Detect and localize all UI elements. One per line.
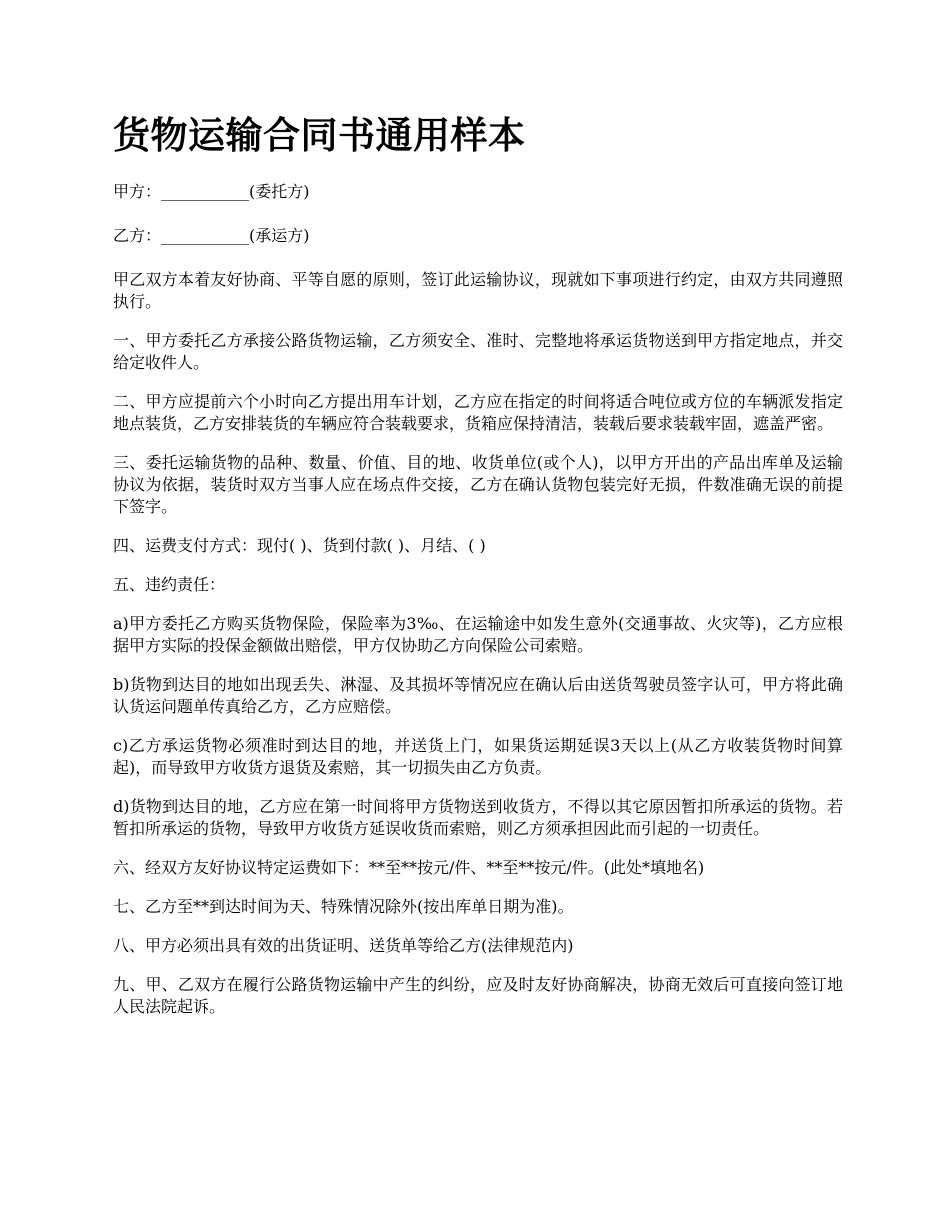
clause-5-heading: 五、违约责任： [113,575,226,594]
preamble-paragraph: 甲乙双方本着友好协商、平等自愿的原则，签订此运输协议，现就如下事项进行约定，由双方共同遵照执行。 [113,270,843,311]
clause-9-paragraph: 九、甲、乙双方在履行公路货物运输中产生的纠纷，应及时友好协商解决，协商无效后可直接向签订地人民法院起诉。 [113,975,843,1016]
clause-5a-paragraph: a)甲方委托乙方购买货物保险，保险率为3‰、在运输途中如发生意外(交通事故、火灾等)，乙方应根据甲方实际的投保金额做出赔偿，甲方仅协助乙方向保险公司索赔。 [113,614,843,655]
party-a-line: 甲方：___________(委托方) [113,182,310,201]
document-title: 货物运输合同书通用样本 [113,114,526,157]
clause-6-paragraph: 六、经双方友好协议特定运费如下：**至**按元/件、**至**按元/件。(此处*填地名) [113,858,705,877]
clause-5c-paragraph: c)乙方承运货物必须准时到达目的地，并送货上门，如果货运期延误3天以上(从乙方收装货物时间算起)，而导致甲方收货方退货及索赔，其一切损失由乙方负责。 [113,736,843,777]
clause-3-paragraph: 三、委托运输货物的品种、数量、价值、目的地、收货单位(或个人)，以甲方开出的产品出库单及运输协议为依据，装货时双方当事人应在场点件交接，乙方在确认货物包装完好无损，件数准确无误的前提下签字。 [113,453,843,516]
clause-5b-paragraph: b)货物到达目的地如出现丢失、淋湿、及其损坏等情况应在确认后由送货驾驶员签字认可，甲方将此确认货运问题单传真给乙方，乙方应赔偿。 [113,675,843,716]
clause-4-paragraph: 四、运费支付方式：现付( )、货到付款( )、月结、( ) [113,536,486,555]
clause-7-paragraph: 七、乙方至**到达时间为天、特殊情况除外(按出库单日期为准)。 [113,897,574,916]
clause-1-paragraph: 一、甲方委托乙方承接公路货物运输，乙方须安全、准时、完整地将承运货物送到甲方指定地点，并交给定收件人。 [113,331,843,372]
document-page [113,108,843,1035]
party-b-line: 乙方：___________(承运方) [113,226,310,245]
clause-2-paragraph: 二、甲方应提前六个小时向乙方提出用车计划，乙方应在指定的时间将适合吨位或方位的车辆派发指定地点装货，乙方安排装货的车辆应符合装载要求，货箱应保持清洁，装载后要求装载牢固，遮盖严密。 [113,392,843,433]
clause-5d-paragraph: d)货物到达目的地，乙方应在第一时间将甲方货物送到收货方，不得以其它原因暂扣所承运的货物。若暂扣所承运的货物，导致甲方收货方延误收货而索赔，则乙方须承担因此而引起的一切责任。 [113,797,843,838]
clause-8-paragraph: 八、甲方必须出具有效的出货证明、送货单等给乙方(法律规范内) [113,936,574,955]
